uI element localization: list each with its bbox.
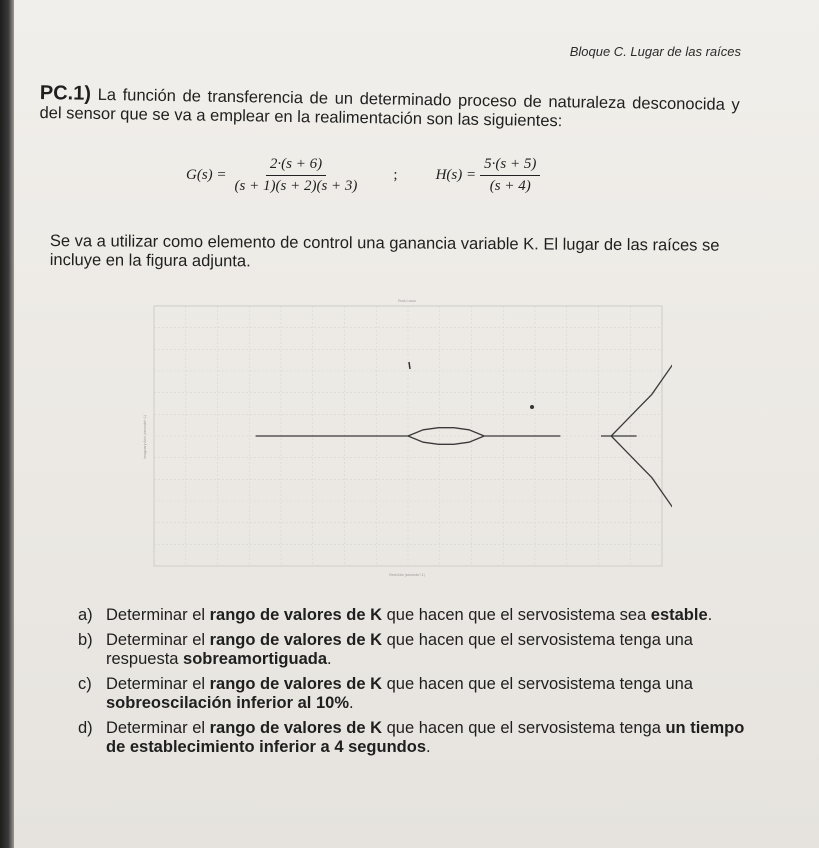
h-lhs: H(s) = xyxy=(435,167,477,183)
question-letter: c) xyxy=(78,675,92,693)
question-item xyxy=(78,719,746,757)
pole-marker xyxy=(409,362,410,369)
formula-separator: ; xyxy=(393,167,398,183)
question-item xyxy=(78,675,746,713)
h-denominator: (s + 4) xyxy=(489,178,531,194)
question-letter: d) xyxy=(78,719,93,737)
control-description: Se va a utilizar como elemento de control una ganancia variable K. El lugar de las raíces se incluye en la figura adjunta. xyxy=(49,232,720,271)
series-upper-branch xyxy=(611,316,672,436)
transfer-functions xyxy=(186,156,544,195)
question-item xyxy=(78,606,746,625)
g-lhs: G(s) = xyxy=(186,167,227,183)
question-letter: b) xyxy=(78,631,93,649)
g-fraction xyxy=(231,156,362,195)
question-text: Determinar el rango de valores de K que hacen que el servosistema tenga una sobreoscilación inferior al 10%. xyxy=(106,675,693,712)
problem-intro-text: La función de transferencia de un determinado proceso de naturaleza desconocida y del sensor que se va a emplear en la realimentación son las siguientes: xyxy=(39,85,740,131)
section-header: Bloque C. Lugar de las raíces xyxy=(569,44,741,59)
series-breakaway-loop-lower xyxy=(408,436,484,444)
locus-point xyxy=(530,405,534,409)
question-text: Determinar el rango de valores de K que hacen que el servosistema tenga un tiempo de establecimiento inferior a 4 segundos. xyxy=(106,719,745,756)
page-edge-shadow xyxy=(0,0,14,848)
g-numerator: 2·(s + 6) xyxy=(266,156,326,176)
root-locus-chart xyxy=(142,296,672,578)
chart-xlabel: Real Axis (seconds^-1) xyxy=(389,573,425,577)
question-text: Determinar el rango de valores de K que hacen que el servosistema tenga una respuesta sobreamortiguada. xyxy=(106,631,693,668)
problem-label: PC.1) xyxy=(39,82,92,105)
question-letter: a) xyxy=(78,606,93,624)
chart-title: Root Locus xyxy=(398,299,416,303)
question-item xyxy=(78,631,746,669)
g-denominator: (s + 1)(s + 2)(s + 3) xyxy=(234,178,358,194)
series-lower-branch xyxy=(611,436,672,556)
question-text: Determinar el rango de valores de K que hacen que el servosistema sea estable. xyxy=(106,606,713,624)
h-fraction xyxy=(480,156,540,195)
series-breakaway-loop-upper xyxy=(408,428,484,436)
question-list xyxy=(78,606,746,763)
chart-ylabel: Imaginary Axis (seconds^-1) xyxy=(143,415,147,459)
h-numerator: 5·(s + 5) xyxy=(480,156,540,176)
